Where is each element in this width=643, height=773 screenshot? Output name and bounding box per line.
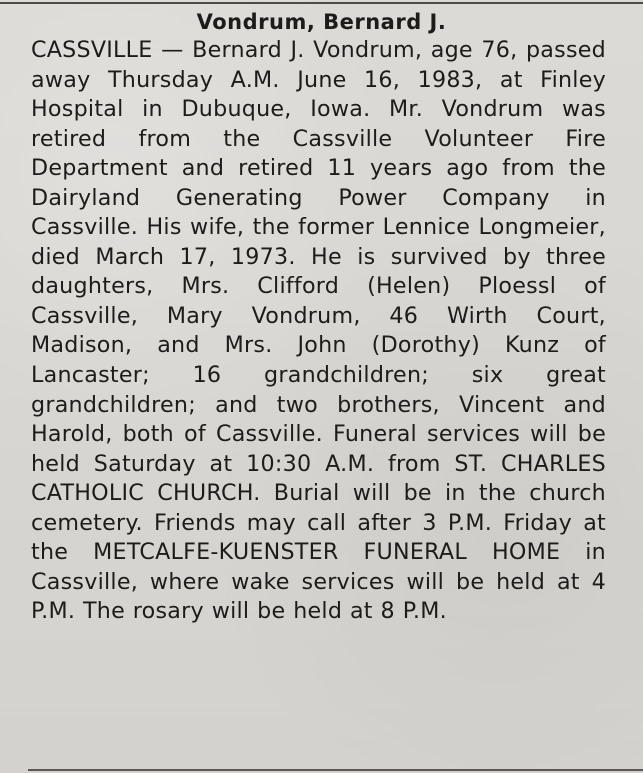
obituary-headline: Vondrum, Bernard J. [196,10,447,34]
top-rule [0,2,643,4]
obituary-body: CASSVILLE — Bernard J. Vondrum, age 76, passed away Thursday A.M. June 16, 1983, at Finley Hospital in Dubuque, Iowa. Mr. Vondrum was retired from the Cassville Volunteer Fire Department and retired 11 years ago from the Dairyland Generating Power Company in Cassville. His wife, the former Lennice Longmeier, died March 17, 1973. He is survived by three daughters, Mrs. Clifford (Helen) Ploessl of Cassville, Mary Vondrum, 46 Wirth Court, Madison, and Mrs. John (Dorothy) Kunz of Lancaster; 16 grandchildren; six great grandchildren; and two brothers, Vincent and Harold, both of Cassville. Funeral services will be held Saturday at 10:30 A.M. from ST. CHARLES CATHOLIC CHURCH. Burial will be in the church cemetery. Friends may call after 3 P.M. Friday at the METCALFE-KUENSTER FUNERAL HOME in Cassville, where wake services will be held at 4 P.M. The rosary will be held at 8 P.M. [31,37,606,625]
bottom-rule [28,769,643,771]
